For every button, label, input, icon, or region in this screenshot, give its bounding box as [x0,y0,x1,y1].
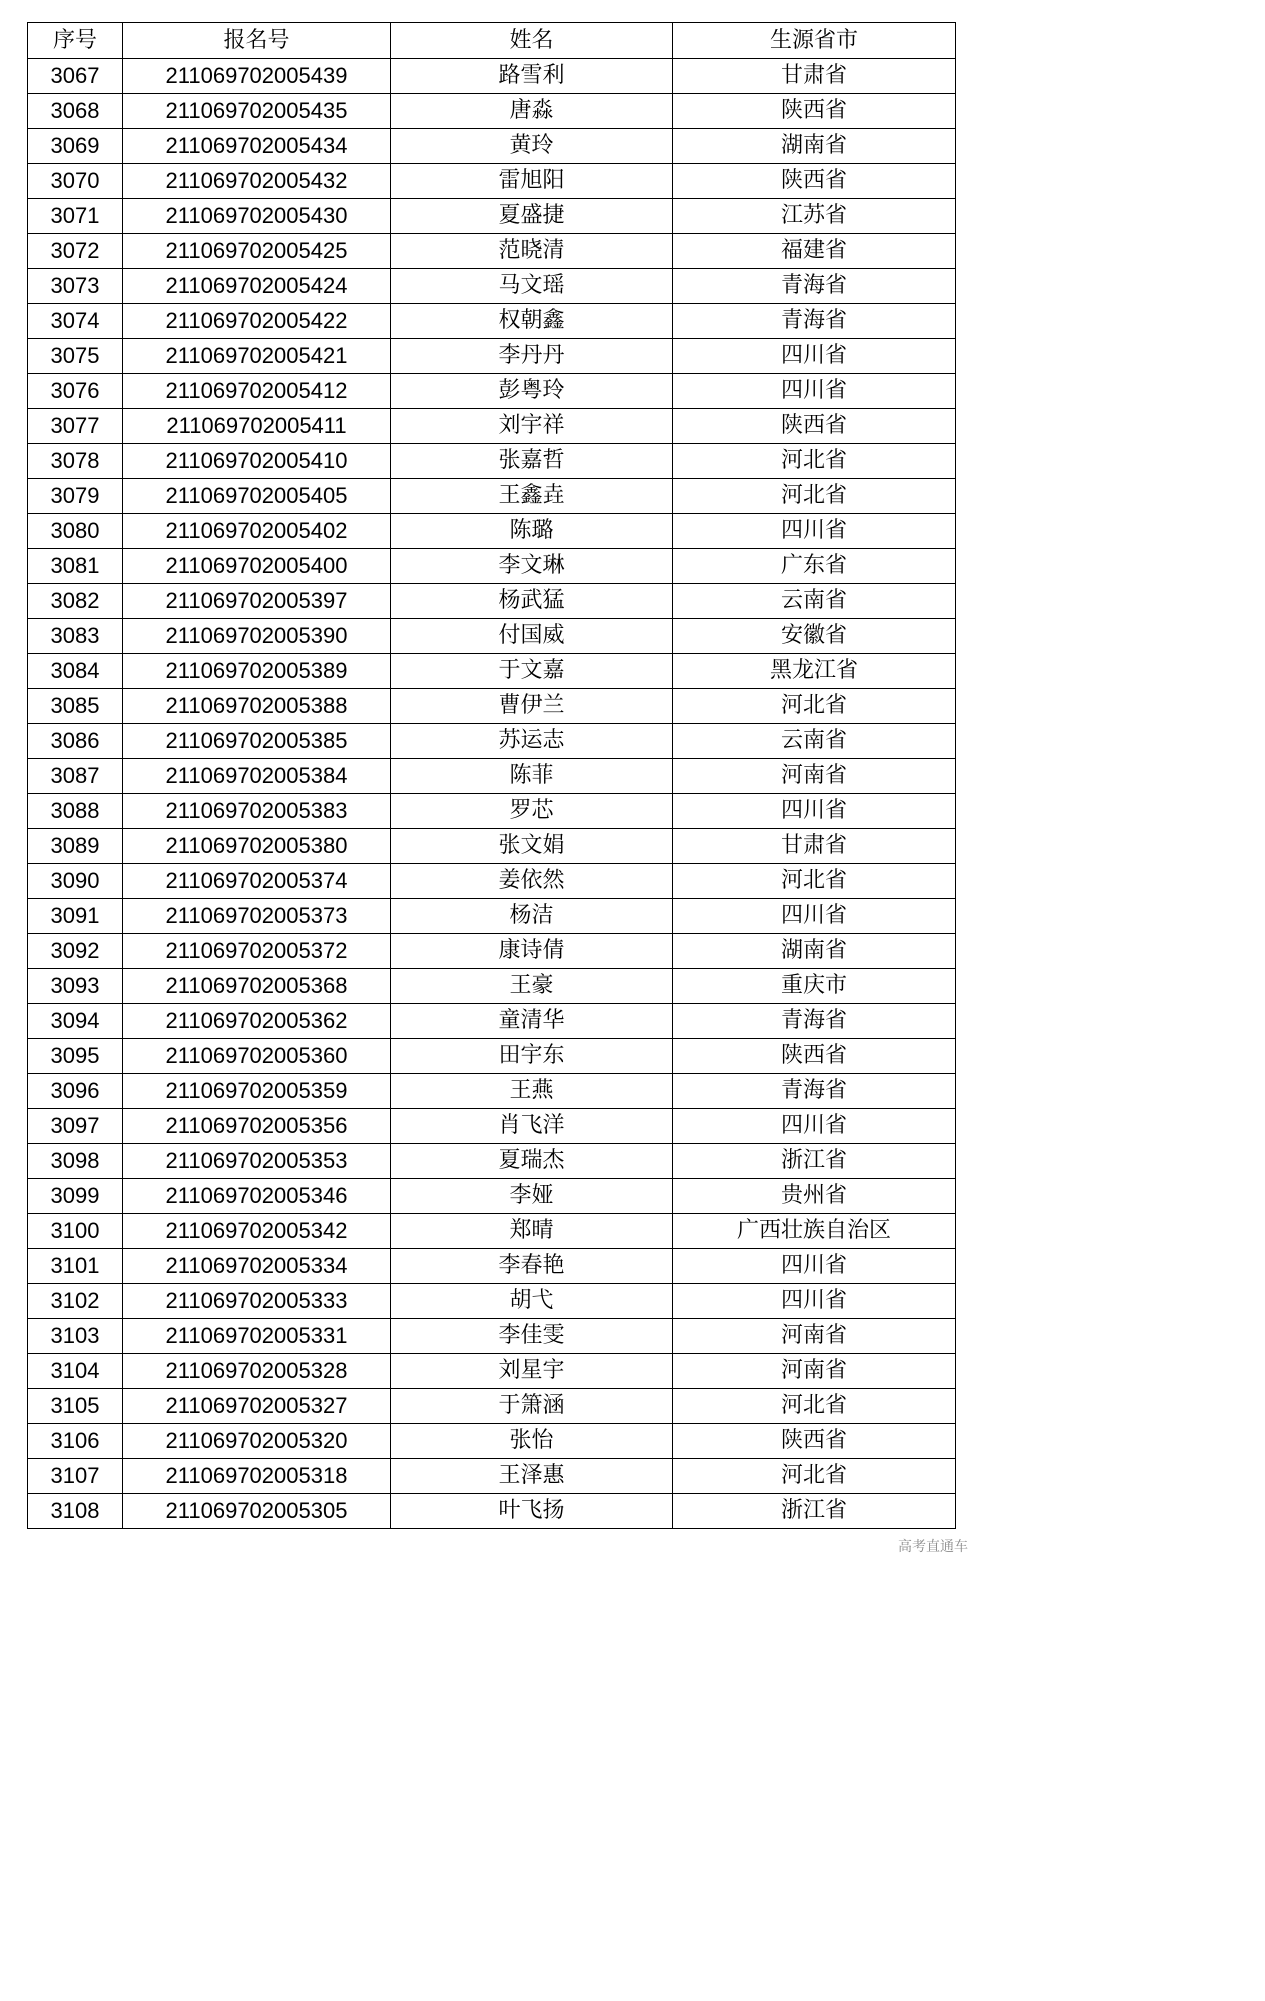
cell-seq: 3102 [28,1284,123,1319]
cell-name: 王泽惠 [391,1459,673,1494]
cell-registration-number: 211069702005400 [123,549,391,584]
cell-province: 陕西省 [673,409,956,444]
cell-name: 杨洁 [391,899,673,934]
table-row [28,339,956,374]
table-row [28,1074,956,1109]
cell-province: 青海省 [673,304,956,339]
cell-province: 陕西省 [673,164,956,199]
cell-registration-number: 211069702005346 [123,1179,391,1214]
cell-seq: 3075 [28,339,123,374]
cell-registration-number: 211069702005388 [123,689,391,724]
cell-seq: 3100 [28,1214,123,1249]
cell-province: 江苏省 [673,199,956,234]
cell-name: 曹伊兰 [391,689,673,724]
cell-seq: 3093 [28,969,123,1004]
cell-name: 李文琳 [391,549,673,584]
table-row [28,304,956,339]
cell-seq: 3092 [28,934,123,969]
cell-province: 河南省 [673,1319,956,1354]
table-row [28,1494,956,1529]
cell-name: 于箫涵 [391,1389,673,1424]
cell-name: 肖飞洋 [391,1109,673,1144]
table-row [28,829,956,864]
cell-registration-number: 211069702005320 [123,1424,391,1459]
table-row [28,1354,956,1389]
cell-seq: 3088 [28,794,123,829]
cell-seq: 3082 [28,584,123,619]
table-row [28,1039,956,1074]
cell-seq: 3069 [28,129,123,164]
cell-seq: 3072 [28,234,123,269]
cell-seq: 3091 [28,899,123,934]
table-row [28,164,956,199]
cell-province: 河北省 [673,1389,956,1424]
cell-province: 浙江省 [673,1494,956,1529]
cell-name: 路雪利 [391,59,673,94]
cell-province: 四川省 [673,794,956,829]
cell-seq: 3080 [28,514,123,549]
cell-seq: 3103 [28,1319,123,1354]
cell-province: 云南省 [673,724,956,759]
cell-seq: 3097 [28,1109,123,1144]
watermark: 高考直通车 [898,1539,968,1555]
table-row [28,1144,956,1179]
cell-seq: 3076 [28,374,123,409]
cell-province: 安徽省 [673,619,956,654]
cell-seq: 3099 [28,1179,123,1214]
cell-name: 夏盛捷 [391,199,673,234]
table-row [28,934,956,969]
table-row [28,864,956,899]
cell-registration-number: 211069702005422 [123,304,391,339]
cell-seq: 3086 [28,724,123,759]
cell-registration-number: 211069702005421 [123,339,391,374]
table-row [28,549,956,584]
table-row [28,759,956,794]
cell-seq: 3107 [28,1459,123,1494]
cell-province: 河南省 [673,1354,956,1389]
cell-registration-number: 211069702005383 [123,794,391,829]
cell-registration-number: 211069702005410 [123,444,391,479]
cell-province: 广东省 [673,549,956,584]
cell-registration-number: 211069702005385 [123,724,391,759]
table-row [28,1389,956,1424]
cell-seq: 3090 [28,864,123,899]
table-row [28,1249,956,1284]
cell-name: 童清华 [391,1004,673,1039]
cell-registration-number: 211069702005435 [123,94,391,129]
cell-name: 田宇东 [391,1039,673,1074]
table-row [28,969,956,1004]
cell-name: 付国威 [391,619,673,654]
cell-registration-number: 211069702005305 [123,1494,391,1529]
table-row [28,654,956,689]
cell-registration-number: 211069702005432 [123,164,391,199]
table-row [28,724,956,759]
cell-name: 刘星宇 [391,1354,673,1389]
cell-name: 夏瑞杰 [391,1144,673,1179]
cell-registration-number: 211069702005411 [123,409,391,444]
cell-seq: 3068 [28,94,123,129]
table-row [28,1459,956,1494]
table-row [28,374,956,409]
cell-name: 康诗倩 [391,934,673,969]
cell-seq: 3081 [28,549,123,584]
cell-name: 黄玲 [391,129,673,164]
cell-name: 张文娟 [391,829,673,864]
cell-registration-number: 211069702005360 [123,1039,391,1074]
cell-seq: 3077 [28,409,123,444]
table-row [28,794,956,829]
cell-seq: 3079 [28,479,123,514]
cell-province: 云南省 [673,584,956,619]
cell-province: 四川省 [673,1249,956,1284]
header-registration-number: 报名号 [123,23,391,59]
cell-province: 四川省 [673,1109,956,1144]
cell-province: 湖南省 [673,934,956,969]
cell-name: 张怡 [391,1424,673,1459]
cell-name: 唐淼 [391,94,673,129]
cell-province: 河北省 [673,864,956,899]
cell-name: 杨武猛 [391,584,673,619]
table-header-row [28,23,956,59]
table-row [28,1319,956,1354]
cell-province: 四川省 [673,899,956,934]
table-row [28,1284,956,1319]
cell-registration-number: 211069702005334 [123,1249,391,1284]
cell-registration-number: 211069702005434 [123,129,391,164]
cell-province: 河北省 [673,1459,956,1494]
cell-registration-number: 211069702005318 [123,1459,391,1494]
cell-registration-number: 211069702005374 [123,864,391,899]
cell-province: 黑龙江省 [673,654,956,689]
cell-province: 陕西省 [673,1424,956,1459]
cell-name: 王燕 [391,1074,673,1109]
table-row [28,479,956,514]
table-row [28,444,956,479]
cell-province: 河北省 [673,479,956,514]
cell-province: 甘肃省 [673,829,956,864]
cell-province: 四川省 [673,374,956,409]
table-row [28,689,956,724]
cell-registration-number: 211069702005430 [123,199,391,234]
cell-name: 姜依然 [391,864,673,899]
cell-seq: 3089 [28,829,123,864]
cell-registration-number: 211069702005373 [123,899,391,934]
cell-province: 重庆市 [673,969,956,1004]
cell-registration-number: 211069702005327 [123,1389,391,1424]
cell-seq: 3101 [28,1249,123,1284]
cell-seq: 3085 [28,689,123,724]
cell-name: 刘宇祥 [391,409,673,444]
cell-seq: 3105 [28,1389,123,1424]
cell-registration-number: 211069702005328 [123,1354,391,1389]
cell-registration-number: 211069702005333 [123,1284,391,1319]
cell-registration-number: 211069702005425 [123,234,391,269]
cell-province: 青海省 [673,1074,956,1109]
cell-province: 河北省 [673,444,956,479]
cell-registration-number: 211069702005439 [123,59,391,94]
table-row [28,199,956,234]
table-row [28,129,956,164]
table-row [28,409,956,444]
cell-seq: 3071 [28,199,123,234]
table-row [28,94,956,129]
cell-province: 四川省 [673,339,956,374]
cell-registration-number: 211069702005353 [123,1144,391,1179]
cell-name: 李丹丹 [391,339,673,374]
cell-province: 河南省 [673,759,956,794]
table-row [28,1109,956,1144]
cell-registration-number: 211069702005390 [123,619,391,654]
cell-registration-number: 211069702005405 [123,479,391,514]
cell-registration-number: 211069702005384 [123,759,391,794]
cell-name: 陈菲 [391,759,673,794]
cell-seq: 3083 [28,619,123,654]
cell-province: 湖南省 [673,129,956,164]
table-row [28,1179,956,1214]
cell-name: 李春艳 [391,1249,673,1284]
cell-seq: 3108 [28,1494,123,1529]
cell-seq: 3104 [28,1354,123,1389]
cell-name: 李娅 [391,1179,673,1214]
cell-seq: 3094 [28,1004,123,1039]
cell-name: 罗芯 [391,794,673,829]
cell-seq: 3098 [28,1144,123,1179]
cell-name: 雷旭阳 [391,164,673,199]
cell-registration-number: 211069702005342 [123,1214,391,1249]
cell-registration-number: 211069702005359 [123,1074,391,1109]
table-row [28,619,956,654]
cell-province: 贵州省 [673,1179,956,1214]
cell-name: 陈璐 [391,514,673,549]
cell-registration-number: 211069702005372 [123,934,391,969]
cell-registration-number: 211069702005368 [123,969,391,1004]
cell-name: 张嘉哲 [391,444,673,479]
roster-table [27,22,956,1529]
cell-name: 范晓清 [391,234,673,269]
header-name: 姓名 [391,23,673,59]
table-row [28,899,956,934]
cell-name: 于文嘉 [391,654,673,689]
cell-province: 四川省 [673,514,956,549]
cell-seq: 3073 [28,269,123,304]
table-row [28,514,956,549]
cell-seq: 3078 [28,444,123,479]
cell-seq: 3067 [28,59,123,94]
table-row [28,1004,956,1039]
cell-province: 广西壮族自治区 [673,1214,956,1249]
table-row [28,59,956,94]
cell-name: 王豪 [391,969,673,1004]
cell-province: 青海省 [673,269,956,304]
cell-seq: 3074 [28,304,123,339]
cell-name: 权朝鑫 [391,304,673,339]
cell-registration-number: 211069702005389 [123,654,391,689]
header-seq: 序号 [28,23,123,59]
cell-registration-number: 211069702005331 [123,1319,391,1354]
cell-registration-number: 211069702005356 [123,1109,391,1144]
table-row [28,1214,956,1249]
cell-province: 四川省 [673,1284,956,1319]
cell-seq: 3087 [28,759,123,794]
cell-registration-number: 211069702005380 [123,829,391,864]
cell-name: 马文瑶 [391,269,673,304]
header-province: 生源省市 [673,23,956,59]
table-row [28,269,956,304]
cell-province: 陕西省 [673,1039,956,1074]
cell-province: 浙江省 [673,1144,956,1179]
cell-name: 李佳雯 [391,1319,673,1354]
cell-seq: 3095 [28,1039,123,1074]
cell-province: 河北省 [673,689,956,724]
cell-seq: 3070 [28,164,123,199]
table-row [28,234,956,269]
cell-name: 郑晴 [391,1214,673,1249]
cell-name: 彭粤玲 [391,374,673,409]
cell-seq: 3096 [28,1074,123,1109]
cell-seq: 3084 [28,654,123,689]
cell-name: 王鑫垚 [391,479,673,514]
table-row [28,1424,956,1459]
cell-registration-number: 211069702005397 [123,584,391,619]
table-row [28,584,956,619]
cell-province: 青海省 [673,1004,956,1039]
cell-name: 叶飞扬 [391,1494,673,1529]
cell-province: 甘肃省 [673,59,956,94]
cell-name: 胡弋 [391,1284,673,1319]
cell-seq: 3106 [28,1424,123,1459]
cell-registration-number: 211069702005412 [123,374,391,409]
cell-province: 陕西省 [673,94,956,129]
cell-registration-number: 211069702005402 [123,514,391,549]
cell-registration-number: 211069702005424 [123,269,391,304]
cell-province: 福建省 [673,234,956,269]
cell-registration-number: 211069702005362 [123,1004,391,1039]
cell-name: 苏运志 [391,724,673,759]
